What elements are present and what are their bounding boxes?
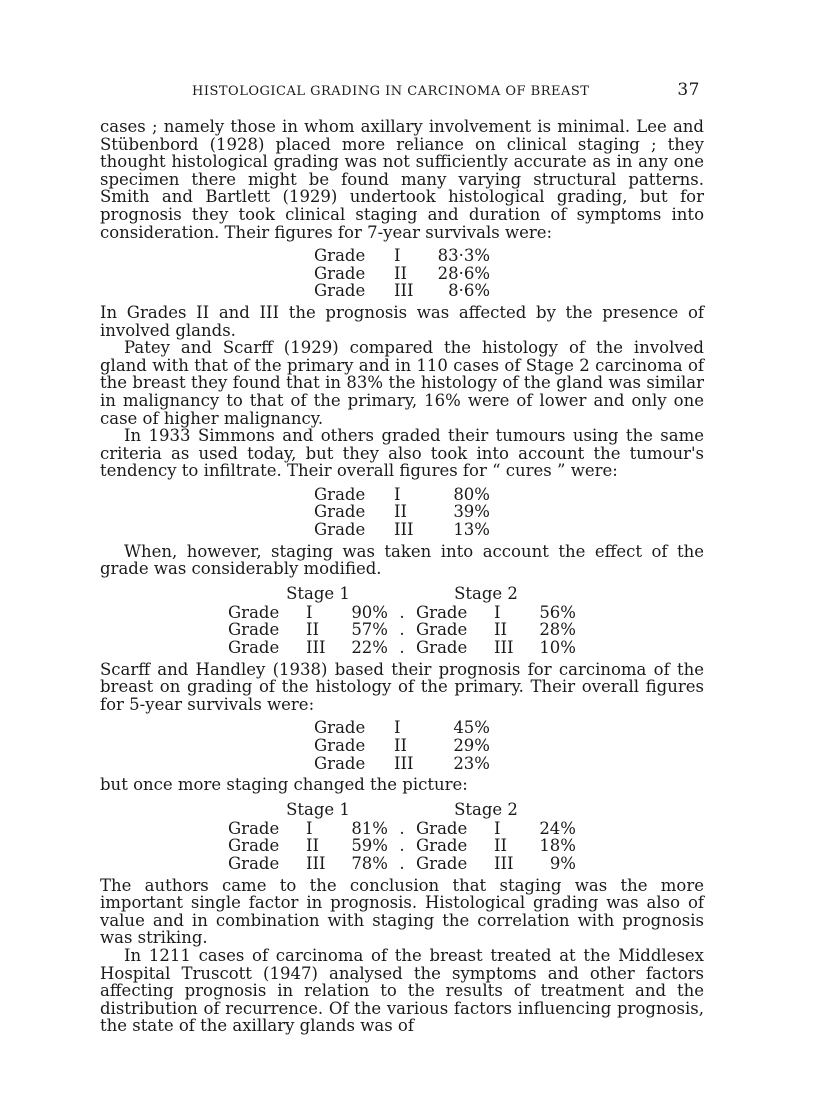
table-row: Grade III 22% . Grade III 10% [228, 638, 576, 658]
running-title: HISTOLOGICAL GRADING IN CARCINOMA OF BREAST [192, 84, 590, 99]
stage-headings [100, 800, 704, 820]
stage-table-scarff [100, 800, 704, 873]
table-row: Grade II 39% [314, 502, 490, 522]
stage-2-heading: Stage 2 [454, 799, 518, 819]
stage-table-simmons [100, 584, 704, 657]
stage-2-heading: Stage 2 [454, 583, 518, 603]
article-body [100, 118, 704, 1035]
page [100, 80, 704, 1035]
paragraph: In 1211 cases of carcinoma of the breast treated at the Middlesex Hospital Truscott (1947) analysed the symptoms and other factors affecting prognosis in relation to the results of treatment and the distribution of recurrence. Of the various factors influencing prognosis, the state of the axillary glands was of [100, 945, 704, 1036]
table-row: Grade I 90% . Grade I 56% [228, 602, 576, 622]
table-row: Grade III 78% . Grade III 9% [228, 853, 576, 873]
grade-table-5yr [100, 719, 704, 772]
paragraph: Scarff and Handley (1938) based their prognosis for carcinoma of the breast on grading of the histology of the primary. Their overall figures for 5-year survivals were: [100, 659, 704, 714]
grade-table-cures [100, 486, 704, 539]
paragraph: In 1933 Simmons and others graded their tumours using the same criteria as used today, but they also took into account the tumour's tendency to infiltrate. Their overall figures for “ cures ” were: [100, 426, 704, 481]
page-number: 37 [677, 80, 700, 100]
table-row: Grade I 45% [314, 718, 490, 738]
grade-table-7yr [100, 247, 704, 300]
paragraph: The authors came to the conclusion that staging was the more important single factor in prognosis. Histological grading was also of value and in combination with staging the correlation with prognosis was striking. [100, 875, 704, 948]
running-header [100, 80, 704, 104]
table-row: Grade I 80% [314, 484, 490, 504]
paragraph: When, however, staging was taken into account the effect of the grade was considerably modified. [100, 541, 704, 579]
table-row: Grade II 29% [314, 736, 490, 755]
stage-headings [100, 584, 704, 604]
paragraph: but once more staging changed the picture: [100, 775, 468, 795]
paragraph: cases ; namely those in whom axillary involvement is minimal. Lee and Stübenbord (1928) placed more reliance on clinical staging ; they thought histological grading was not sufficiently accurate as in any one specimen there might be found many varying structural patterns. Smith and Bartlett (1929) undertook histological grading, but for prognosis they took clinical staging and duration of symptoms into consideration. Their figures for 7-year survivals were: [100, 117, 704, 242]
table-row: Grade III 8·6% [314, 281, 490, 301]
table-row: Grade I 81% . Grade I 24% [228, 818, 576, 838]
table-row: Grade III 23% [314, 753, 490, 773]
table-row: Grade II 57% . Grade II 28% [228, 620, 576, 640]
table-row: Grade I 83·3% [314, 246, 490, 266]
paragraph: In Grades II and III the prognosis was affected by the presence of involved glands. [100, 302, 704, 340]
table-row: Grade II 59% . Grade II 18% [228, 836, 576, 856]
table-row: Grade III 13% [314, 520, 490, 540]
stage-1-heading: Stage 1 [286, 583, 350, 603]
stage-1-heading: Stage 1 [286, 799, 350, 819]
table-row: Grade II 28·6% [314, 263, 490, 283]
paragraph: Patey and Scarff (1929) compared the histology of the involved gland with that of the primary and in 110 cases of Stage 2 carcinoma of the breast they found that in 83% the histology of the gland was similar in malignancy to that of the primary, 16% were of lower and only one case of higher malignancy. [100, 338, 704, 428]
